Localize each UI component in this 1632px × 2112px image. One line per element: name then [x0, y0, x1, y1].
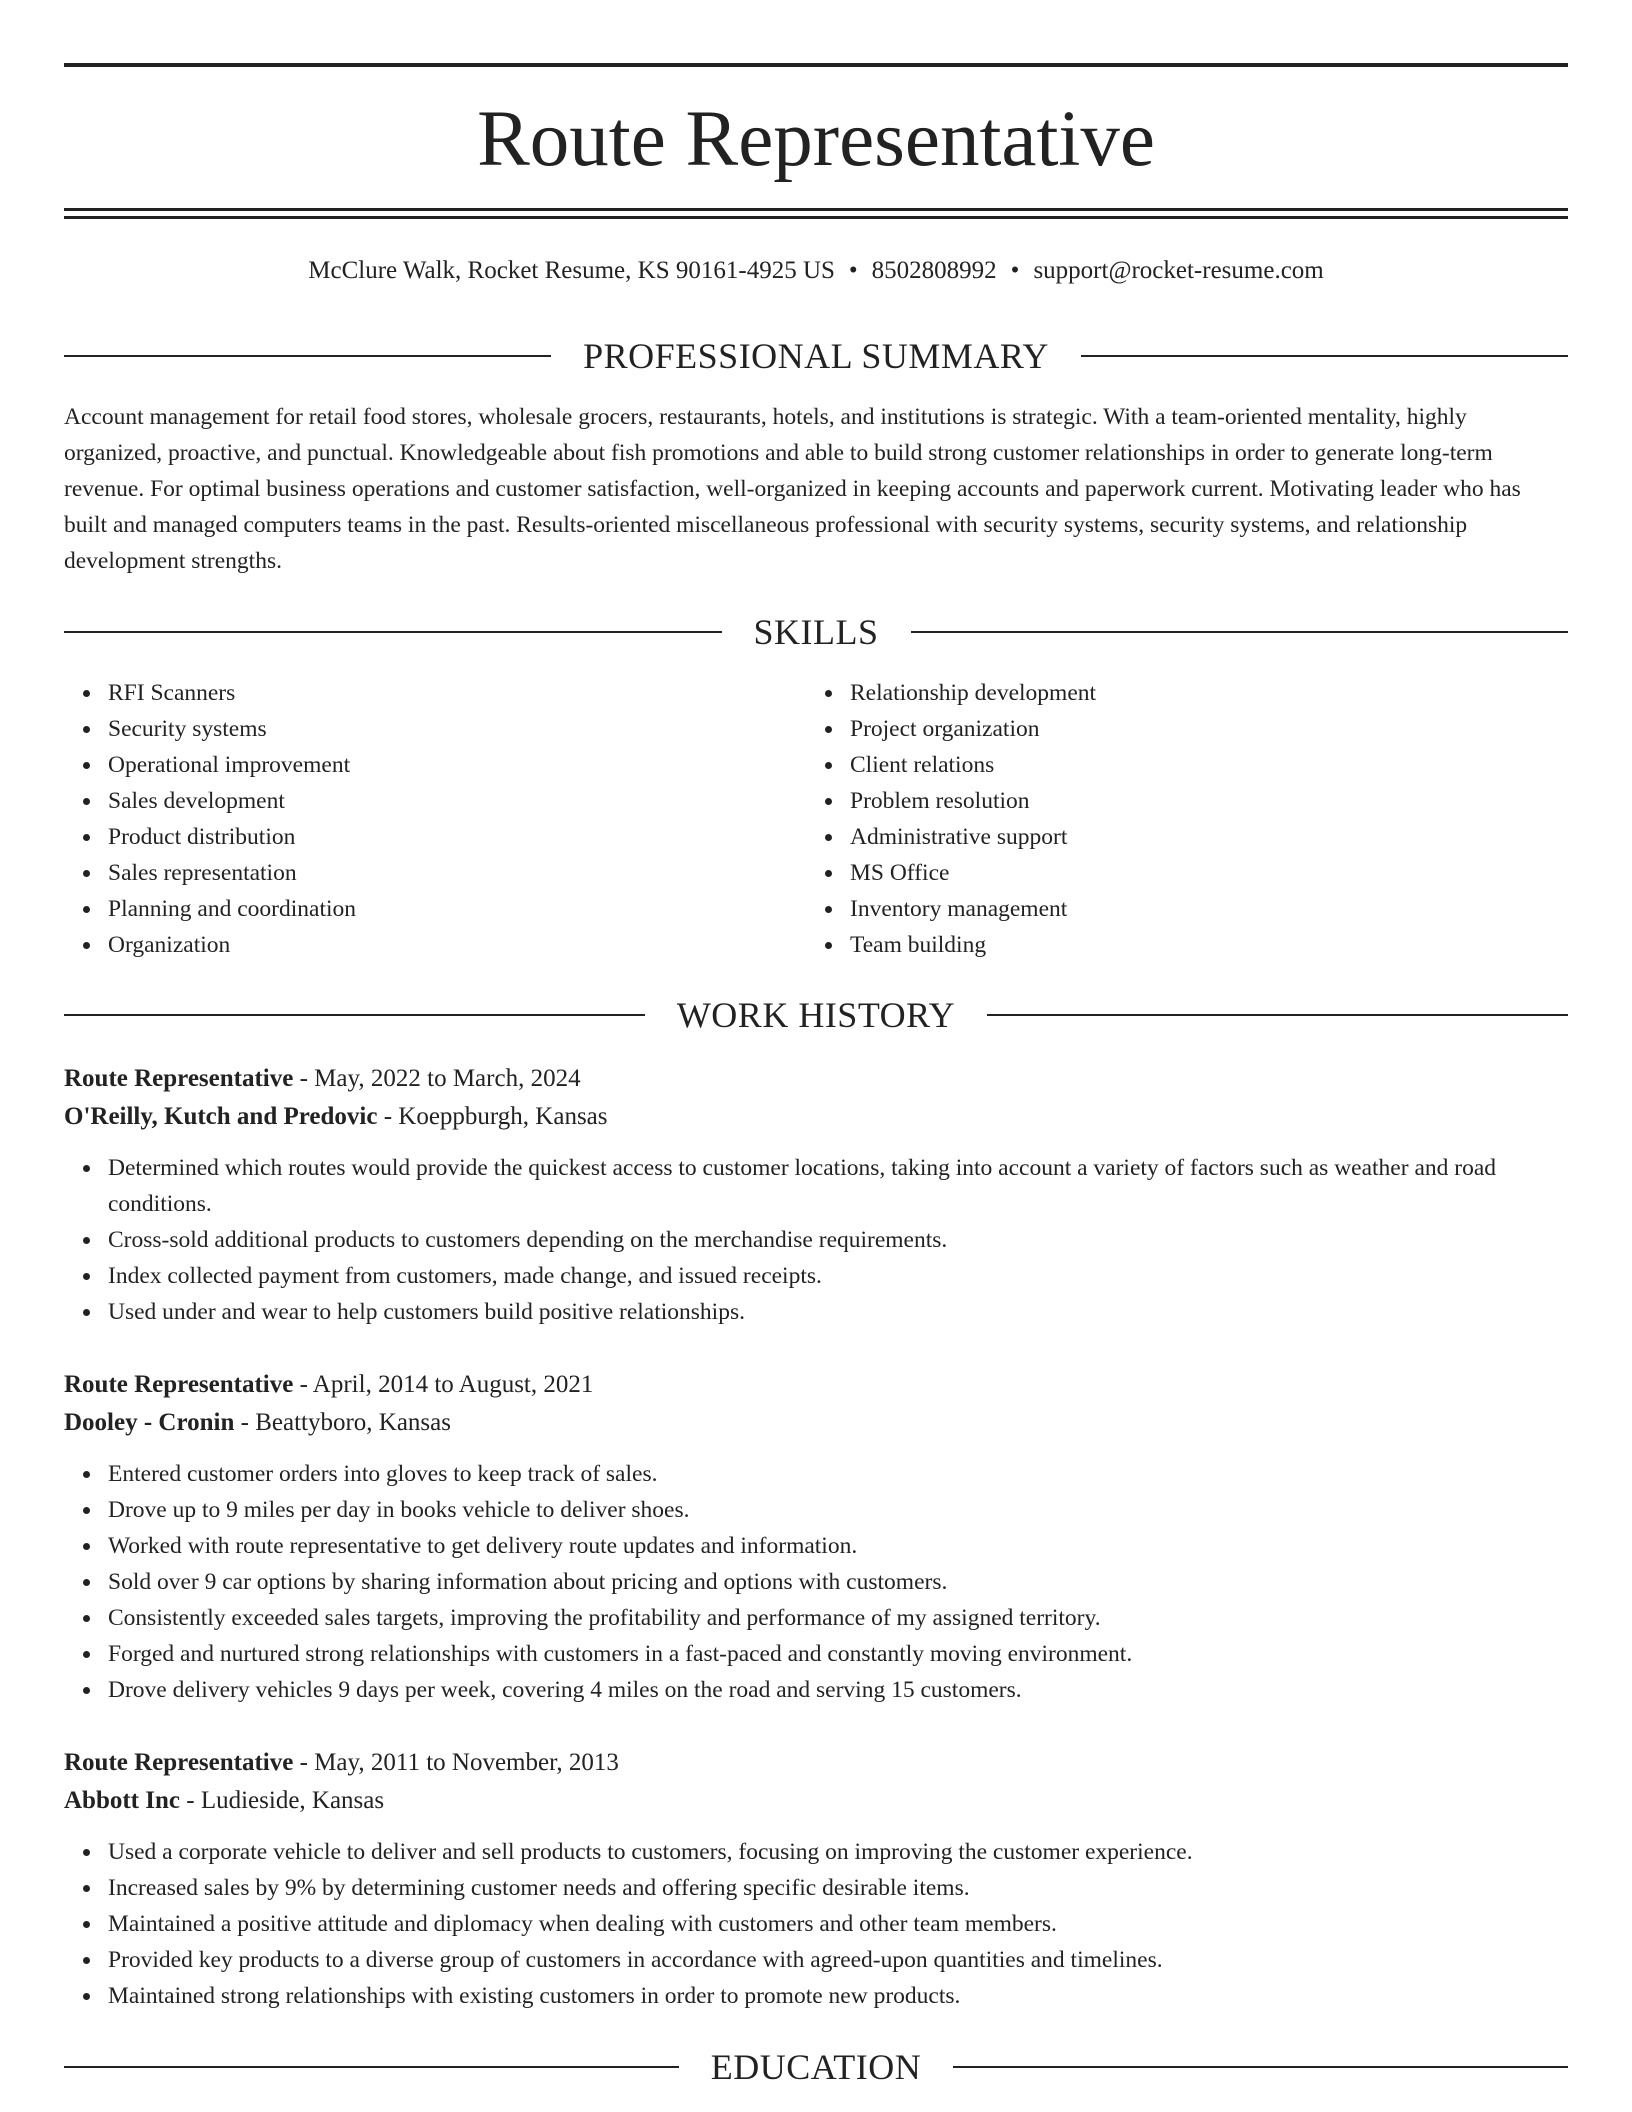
candidate-name: Route Representative	[477, 96, 1155, 183]
job-company: O'Reilly, Kutch and Predovic	[64, 1103, 378, 1130]
heading-rule	[1081, 355, 1568, 357]
summary-text: Account management for retail food stores, wholesale grocers, restaurants, hotels, and institutions is strategic. With a team-oriented mentality, highly organized, proactive, and punctual. Knowledgeable about fish promotions and able to build strong customer relationships in order to generate long-term revenue. For optimal business operations and customer satisfaction, well-organized in keeping accounts and paperwork current. Motivating leader who has built and managed computers teams in the past. Results-oriented miscellaneous professional with security systems, security systems, and relationship development strengths.	[64, 404, 1521, 574]
job-role: Route Representative	[64, 1065, 294, 1092]
skill-item: Security systems	[108, 711, 806, 747]
job-dates: - April, 2014 to August, 2021	[293, 1371, 594, 1398]
job-company-row	[64, 1404, 1568, 1442]
job-location: - Koeppburgh, Kansas	[377, 1103, 608, 1130]
job-bullet: Increased sales by 9% by determining customer needs and offering specific desirable items.	[108, 1870, 1568, 1906]
job-bullet: Forged and nurtured strong relationships with customers in a fast-paced and constantly moving environment.	[108, 1636, 1568, 1672]
header-double-rule-upper	[64, 208, 1568, 211]
heading-rule	[987, 1014, 1568, 1016]
contact-phone: 8502808992	[871, 257, 997, 284]
job-bullet: Drove up to 9 miles per day in books vehicle to deliver shoes.	[108, 1492, 1568, 1528]
job-bullet: Maintained strong relationships with existing customers in order to promote new products.	[108, 1978, 1568, 2014]
job-dates: - May, 2011 to November, 2013	[293, 1749, 619, 1776]
skill-item: Planning and coordination	[108, 891, 806, 927]
header-top-rule	[64, 63, 1568, 67]
job-location: - Beattyboro, Kansas	[234, 1409, 451, 1436]
skill-item: Administrative support	[850, 819, 1548, 855]
job-bullet: Cross-sold additional products to customers depending on the merchandise requirements.	[108, 1222, 1568, 1258]
heading-rule	[911, 631, 1569, 633]
skill-item: Client relations	[850, 747, 1548, 783]
job-bullets	[64, 1456, 1568, 1708]
job-role: Route Representative	[64, 1749, 294, 1776]
job-bullet: Entered customer orders into gloves to keep track of sales.	[108, 1456, 1568, 1492]
job-bullet: Consistently exceeded sales targets, improving the profitability and performance of my assigned territory.	[108, 1600, 1568, 1636]
section-title: PROFESSIONAL SUMMARY	[583, 336, 1049, 376]
skill-item: MS Office	[850, 855, 1548, 891]
skills-list-right	[806, 675, 1548, 963]
skill-item: Sales development	[108, 783, 806, 819]
job-entry	[64, 1366, 1568, 1708]
job-bullet: Maintained a positive attitude and diplomacy when dealing with customers and other team members.	[108, 1906, 1568, 1942]
section-title: WORK HISTORY	[676, 995, 956, 1035]
skill-item: Project organization	[850, 711, 1548, 747]
heading-rule	[64, 355, 551, 357]
section-title: EDUCATION	[710, 2047, 922, 2087]
contact-email: support@rocket-resume.com	[1033, 257, 1324, 284]
job-role: Route Representative	[64, 1371, 294, 1398]
section-heading-education	[64, 2045, 1568, 2089]
skills-columns	[64, 675, 1568, 963]
job-company: Abbott Inc	[64, 1787, 180, 1814]
job-dates: - May, 2022 to March, 2024	[293, 1065, 581, 1092]
heading-rule	[953, 2066, 1568, 2068]
heading-rule	[64, 631, 722, 633]
job-company-row	[64, 1782, 1568, 1820]
job-bullet: Used a corporate vehicle to deliver and sell products to customers, focusing on improving the customer experience.	[108, 1834, 1568, 1870]
job-bullet: Determined which routes would provide the quickest access to customer locations, taking into account a variety of factors such as weather and road conditions.	[108, 1150, 1568, 1222]
skill-item: Team building	[850, 927, 1548, 963]
contact-address: McClure Walk, Rocket Resume, KS 90161-4925 US	[308, 257, 835, 284]
job-bullet: Worked with route representative to get delivery route updates and information.	[108, 1528, 1568, 1564]
contact-line	[64, 253, 1568, 289]
heading-rule	[64, 2066, 679, 2068]
section-heading-skills	[64, 610, 1568, 654]
job-bullet: Drove delivery vehicles 9 days per week, covering 4 miles on the road and serving 15 customers.	[108, 1672, 1568, 1708]
section-title: SKILLS	[753, 612, 879, 652]
skill-item: RFI Scanners	[108, 675, 806, 711]
job-entry	[64, 1744, 1568, 2014]
section-heading-summary	[64, 334, 1568, 378]
job-title-row	[64, 1366, 1568, 1404]
job-company: Dooley - Cronin	[64, 1409, 235, 1436]
job-location: - Ludieside, Kansas	[180, 1787, 385, 1814]
skill-item: Problem resolution	[850, 783, 1548, 819]
skill-item: Inventory management	[850, 891, 1548, 927]
job-bullet: Provided key products to a diverse group of customers in accordance with agreed-upon quantities and timelines.	[108, 1942, 1568, 1978]
contact-separator: •	[848, 257, 858, 284]
header-double-rule-lower	[64, 216, 1568, 219]
job-bullet: Index collected payment from customers, made change, and issued receipts.	[108, 1258, 1568, 1294]
skill-item: Organization	[108, 927, 806, 963]
skill-item: Sales representation	[108, 855, 806, 891]
skill-item: Relationship development	[850, 675, 1548, 711]
job-company-row	[64, 1098, 1568, 1136]
job-bullets	[64, 1150, 1568, 1330]
job-entry	[64, 1060, 1568, 1330]
skills-list-left	[64, 675, 806, 963]
contact-separator: •	[1010, 257, 1020, 284]
job-title-row	[64, 1744, 1568, 1782]
job-bullets	[64, 1834, 1568, 2014]
skill-item: Operational improvement	[108, 747, 806, 783]
skill-item: Product distribution	[108, 819, 806, 855]
job-title-row	[64, 1060, 1568, 1098]
heading-rule	[64, 1014, 645, 1016]
job-bullet: Sold over 9 car options by sharing information about pricing and options with customers.	[108, 1564, 1568, 1600]
section-heading-work-history	[64, 993, 1568, 1037]
job-bullet: Used under and wear to help customers build positive relationships.	[108, 1294, 1568, 1330]
